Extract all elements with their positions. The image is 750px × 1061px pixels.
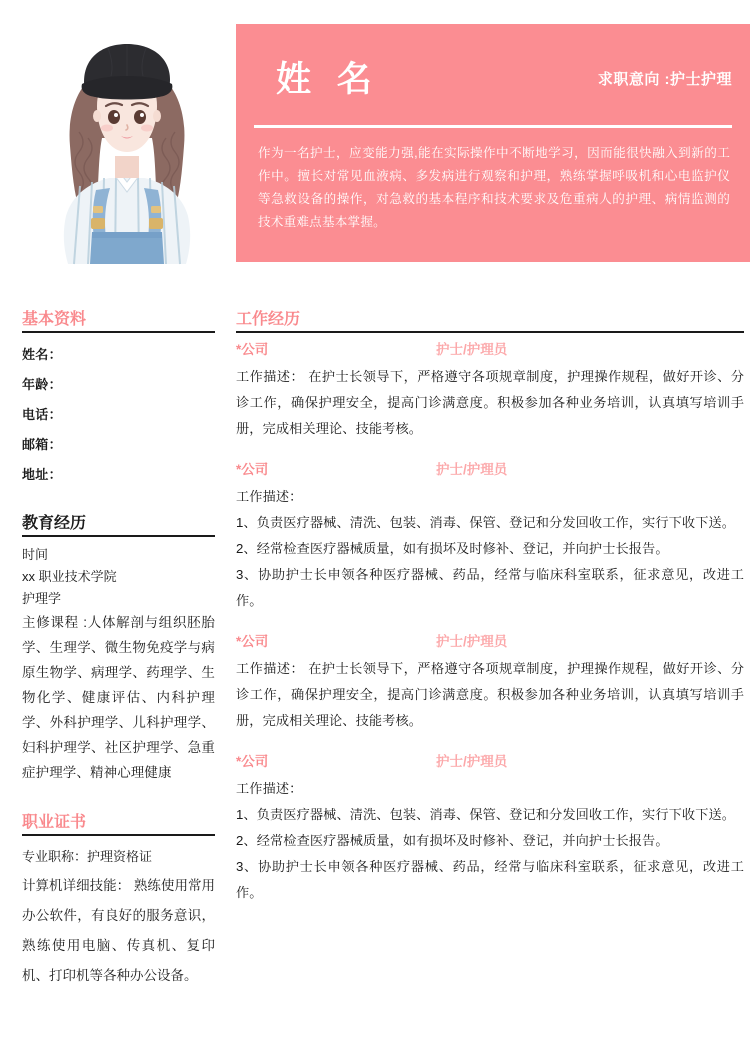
section-title-work-experience: 工作经历 (236, 311, 301, 328)
ear-left (93, 110, 101, 122)
spacer (22, 490, 215, 514)
eye-highlight-left (114, 113, 118, 117)
education-school: xx 职业技术学院 (22, 569, 117, 584)
work-role: 护士/护理员 (436, 342, 508, 357)
buckle-right (149, 218, 163, 229)
certificate-title: 专业职称：护理资格证 (22, 849, 153, 864)
section-rule (22, 834, 215, 836)
section-rule (236, 331, 744, 333)
section-work-experience (236, 310, 744, 906)
field-phone: 电话： (22, 407, 62, 422)
section-header-work-experience (236, 310, 744, 333)
section-title-certificates: 职业证书 (22, 814, 87, 831)
work-company: *公司 (236, 634, 269, 649)
header-banner (236, 24, 750, 262)
section-education (22, 514, 215, 785)
education-time: 时间 (22, 547, 49, 562)
buckle-left (91, 218, 105, 229)
eye-left (108, 110, 120, 124)
section-rule (22, 535, 215, 537)
buckle-loop-left (93, 206, 103, 213)
work-bullet: 3、协助护士长申领各种医疗器械、药品，经常与临床科室联系，征求意见，改进工作。 (236, 859, 744, 900)
field-email: 邮箱： (22, 437, 62, 452)
avatar (22, 28, 232, 278)
blush-left (101, 125, 113, 132)
work-bullet: 2、经常检查医疗器械质量，如有损坏及时修补、登记，并向护士长报告。 (236, 541, 669, 556)
education-major: 护理学 (22, 591, 62, 606)
job-objective: 求职意向 :护士护理 (597, 71, 732, 88)
field-age: 年龄： (22, 377, 62, 392)
work-description: 工作描述： (236, 489, 303, 504)
buckle-loop-right (151, 206, 161, 213)
spacer (22, 785, 215, 813)
section-header-education (22, 514, 215, 537)
work-item-header (236, 460, 744, 482)
work-description: 工作描述： 在护士长领导下，严格遵守各项规章制度，护理操作规程，做好开诊、分诊工作，确保护理安全，提高门诊满意度。积极参加各种业务培训，认真填写培训手册，完成相关理论、技能考核。 (236, 661, 744, 728)
certificate-skills: 计算机详细技能： 熟练使用常用办公软件，有良好的服务意识，熟练使用电脑、传真机、复印机、打印机等各种办公设备。 (22, 878, 215, 983)
eye-right (134, 110, 146, 124)
education-courses: 主修课程 :人体解剖与组织胚胎学、生理学、微生物免疫学与病原生物学、病理学、药理学、生物化学、健康评估、内科护理学、外科护理学、儿科护理学、妇科护理学、社区护理学、急重症护理学、精神心理健康 (22, 615, 215, 780)
work-company: *公司 (236, 342, 269, 357)
work-role: 护士/护理员 (436, 634, 508, 649)
work-item-header (236, 340, 744, 362)
work-item-header (236, 752, 744, 774)
eye-highlight-right (140, 113, 144, 117)
work-bullet: 3、协助护士长申领各种医疗器械、药品，经常与临床科室联系，征求意见，改进工作。 (236, 567, 744, 608)
section-title-education: 教育经历 (22, 515, 87, 532)
avatar-illustration-svg (22, 28, 232, 278)
work-role: 护士/护理员 (436, 754, 508, 769)
work-company: *公司 (236, 754, 269, 769)
basic-info-field-list (22, 340, 215, 490)
overalls-bib-edge (92, 232, 162, 238)
section-rule (22, 331, 215, 333)
work-bullet: 1、负责医疗器械、清洗、包装、消毒、保管、登记和分发回收工作，实行下收下送。 (236, 807, 736, 822)
section-header-certificates (22, 813, 215, 836)
header-divider (254, 125, 732, 128)
main-content (236, 310, 744, 924)
hat-brim (82, 76, 173, 99)
sidebar (22, 310, 215, 991)
work-description: 工作描述： (236, 781, 303, 796)
section-title-basic-info: 基本资料 (22, 311, 87, 328)
work-bullet: 1、负责医疗器械、清洗、包装、消毒、保管、登记和分发回收工作，实行下收下送。 (236, 515, 736, 530)
blush-right (141, 125, 153, 132)
page-title: 姓 名 (276, 60, 380, 99)
work-description: 工作描述： 在护士长领导下，严格遵守各项规章制度，护理操作规程，做好开诊、分诊工作，确保护理安全，提高门诊满意度。积极参加各种业务培训，认真填写培训手册，完成相关理论、技能考核。 (236, 369, 744, 436)
field-name: 姓名： (22, 347, 62, 362)
work-item-header (236, 632, 744, 654)
work-item (236, 340, 744, 442)
profile-summary: 作为一名护士，应变能力强,能在实际操作中不断地学习，因而能很快融入到新的工作中。擅长对常见血液病、多发病进行观察和护理，熟练掌握呼吸机和心电监护仪等急救设备的操作，对急救的基本程序和技术要求及危重病人的护理、病情监测的技术重难点基本掌握。 (258, 146, 730, 229)
work-company: *公司 (236, 462, 269, 477)
work-bullet: 2、经常检查医疗器械质量，如有损坏及时修补、登记，并向护士长报告。 (236, 833, 669, 848)
work-item (236, 752, 744, 906)
section-certificates (22, 813, 215, 991)
section-basic-info (22, 310, 215, 490)
header-top-row (236, 24, 750, 125)
field-address: 地址： (22, 467, 62, 482)
work-item (236, 460, 744, 614)
work-item (236, 632, 744, 734)
section-header-basic-info (22, 310, 215, 333)
ear-right (153, 110, 161, 122)
work-role: 护士/护理员 (436, 462, 508, 477)
